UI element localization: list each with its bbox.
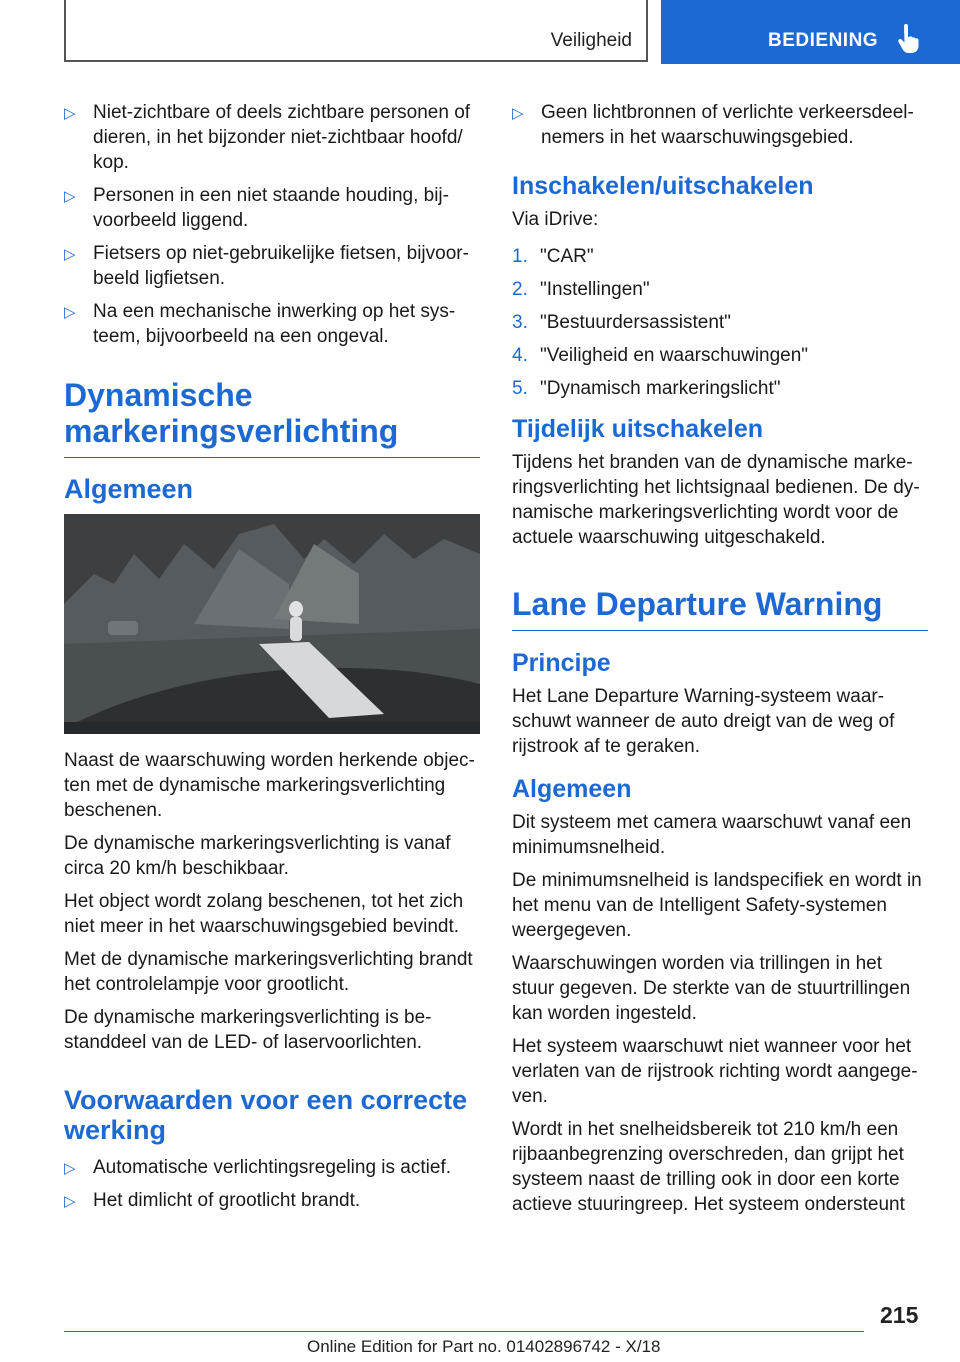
section-title: Veiligheid [550, 30, 632, 51]
paragraph: Het Lane Departure Warning-systeem waar- schuwt wanneer de auto dreigt van de weg of rijstrook af te geraken. [512, 686, 895, 757]
heading-principe: Principe [512, 649, 611, 677]
paragraph: De minimumsnelheid is landspecifiek en wordt in het menu van de Intelligent Safety-systemen weergegeven. [512, 870, 922, 941]
list-item: ▷ Automatische verlichtingsregeling is actief. [64, 1155, 480, 1180]
list-item: 4. "Veiligheid en waarschuwingen" [512, 345, 809, 366]
paragraph: De dynamische markeringsverlichting is vanaf circa 20 km/h beschikbaar. [64, 833, 451, 879]
header-left-frame [64, 0, 648, 62]
idrive-steps [512, 244, 928, 401]
hand-pointing-icon [897, 24, 921, 54]
page-number: 215 [880, 1302, 919, 1328]
heading-requirements: Voorwaarden voor een correcte werking [64, 1085, 468, 1145]
list-item: ▷ Na een mechanische inwerking op het sys- teem, bijvoorbeeld na een ongeval. [64, 301, 456, 347]
heading-on-off: Inschakelen/uitschakelen [512, 172, 814, 200]
heading-lane-departure-warning: Lane Departure Warning [512, 586, 928, 631]
left-column [64, 100, 480, 1221]
paragraph: De dynamische markeringsverlichting is be- standdeel van de LED- of laservoorlichten. [64, 1007, 432, 1053]
list-item: 1. "CAR" [512, 246, 594, 267]
list-item: ▷ Niet-zichtbare of deels zichtbare personen of dieren, in het bijzonder niet-zichtbaar hoofd/ kop. [64, 102, 471, 173]
footer-rule [64, 1331, 864, 1332]
via-idrive: Via iDrive: [512, 209, 599, 230]
list-item: ▷ Personen in een niet staande houding, bij- voorbeeld liggend. [64, 185, 449, 231]
triangle-bullet-icon: ▷ [64, 188, 76, 205]
list-item: 5. "Dynamisch markeringslicht" [512, 378, 781, 399]
triangle-bullet-icon: ▷ [64, 1160, 76, 1177]
paragraph: Tijdens het branden van de dynamische marke- ringsverlichting het lichtsignaal bedienen. De dy- namische markeringsverlichting wordt voor de actuele waarschuwing uitgeschakeld. [512, 452, 920, 548]
night-road-illustration [64, 514, 480, 734]
right-column [512, 100, 928, 1225]
triangle-bullet-icon: ▷ [64, 246, 76, 263]
triangle-bullet-icon: ▷ [64, 1193, 76, 1210]
exclusion-list [64, 100, 480, 349]
paragraph: Naast de waarschuwing worden herkende objec- ten met de dynamische markeringsverlichting beschenen. [64, 750, 475, 821]
chapter-tab-label: BEDIENING [768, 30, 879, 51]
exclusion-list-continued [512, 100, 928, 150]
list-item: ▷ Geen lichtbronnen of verlichte verkeersdeel- nemers in het waarschuwingsgebied. [512, 102, 914, 148]
chapter-tab[interactable] [661, 0, 960, 64]
edition-text: Online Edition for Part no. 01402896742 - X/18 [307, 1337, 661, 1356]
heading-dynamic-marking-light: Dynamische markeringsverlichting [64, 377, 480, 458]
list-item: ▷ Fietsers op niet-gebruikelijke fietsen, bijvoor- beeld ligfietsen. [64, 243, 469, 289]
list-item: ▷ Het dimlicht of grootlicht brandt. [64, 1188, 480, 1213]
paragraph: Het object wordt zolang beschenen, tot het zich niet meer in het waarschuwingsgebied bevindt. [64, 891, 464, 937]
heading-algemeen-ldw: Algemeen [512, 775, 632, 803]
paragraph: Wordt in het snelheidsbereik tot 210 km/h een rijbaanbegrenzing overschreden, dan grijpt het systeem naast de trilling ook in door een korte actieve stuuringreep. Het systeem ondersteunt [512, 1119, 905, 1215]
heading-algemeen: Algemeen [64, 474, 194, 504]
triangle-bullet-icon: ▷ [64, 304, 76, 321]
paragraph: Met de dynamische markeringsverlichting brandt het controlelampje voor grootlicht. [64, 949, 473, 995]
requirements-list [64, 1155, 480, 1213]
paragraph: Waarschuwingen worden via trillingen in het stuur gegeven. De sterkte van de stuurtrillingen kan worden ingesteld. [512, 953, 911, 1024]
paragraph: Het systeem waarschuwt niet wanneer voor het verlaten van de rijstrook richting wordt aangege- ven. [512, 1036, 918, 1107]
list-item: 2. "Instellingen" [512, 279, 650, 300]
list-item: 3. "Bestuurdersassistent" [512, 312, 731, 333]
triangle-bullet-icon: ▷ [64, 105, 76, 122]
heading-temporary-off: Tijdelijk uitschakelen [512, 415, 764, 443]
paragraph: Dit systeem met camera waarschuwt vanaf een minimumsnelheid. [512, 812, 912, 858]
triangle-bullet-icon: ▷ [512, 105, 524, 122]
